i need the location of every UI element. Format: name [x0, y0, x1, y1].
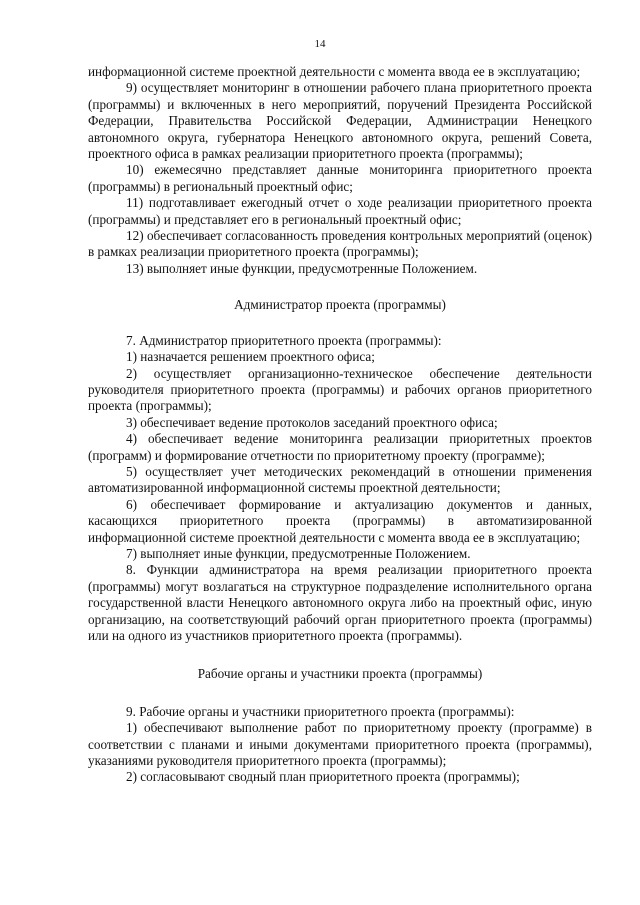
admin-item-6: 6) обеспечивает формирование и актуализацию документов и данных, касающихся приоритетного проекта (программы) в автоматизированной информационной системе проектной деятельности с момента ввода ее в эксплуатацию; — [88, 496, 592, 545]
admin-item-1: 1) назначается решением проектного офиса; — [126, 349, 375, 365]
working-item-2: 2) согласовывают сводный план приоритетного проекта (программы); — [126, 769, 520, 785]
clause-7-administrator: 7. Администратор приоритетного проекта (программы): — [126, 332, 442, 348]
admin-item-7: 7) выполняет иные функции, предусмотренные Положением. — [126, 545, 471, 561]
section-heading-working-bodies: Рабочие органы и участники проекта (программы) — [197, 666, 483, 682]
item-13-other-functions: 13) выполняет иные функции, предусмотренные Положением. — [126, 260, 478, 276]
item-11-annual-report: 11) подготавливает ежегодный отчет о ходе реализации приоритетного проекта (программы) и представляет его в региональный проектный офис; — [88, 195, 592, 227]
working-item-1: 1) обеспечивают выполнение работ по приоритетному проекту (программе) в соответствии с планами и иными документами приоритетного проекта (программы), указаниями руководителя приоритетного проекта (программы); — [88, 720, 592, 769]
item-9-monitoring: 9) осуществляет мониторинг в отношении рабочего плана приоритетного проекта (программы) и включенных в него мероприятий, поручений Президента Российской Федерации, Правительства Российской Федерации, Администрации Ненецкого автономного округа, губернатора Ненецкого автономного округа, решений Совета, проектного офиса в рамках реализации приоритетного проекта (программы); — [88, 80, 592, 162]
document-body — [88, 64, 592, 786]
continuation-paragraph: информационной системе проектной деятельности с момента ввода ее в эксплуатацию; — [88, 64, 581, 79]
clause-9-working-bodies: 9. Рабочие органы и участники приоритетного проекта (программы): — [126, 703, 515, 719]
section-heading-administrator: Администратор проекта (программы) — [234, 297, 446, 313]
item-12-control-measures: 12) обеспечивает согласованность проведения контрольных мероприятий (оценок) в рамках реализации приоритетного проекта (программы); — [88, 228, 592, 260]
admin-item-2: 2) осуществляет организационно-техническое обеспечение деятельности руководителя приоритетного проекта (программы) и рабочих органов приоритетного проекта (программы); — [88, 365, 592, 414]
item-10-monthly-data: 10) ежемесячно представляет данные мониторинга приоритетного проекта (программы) в региональный проектный офис; — [88, 162, 592, 194]
admin-item-3: 3) обеспечивает ведение протоколов заседаний проектного офиса; — [126, 414, 498, 430]
admin-item-4: 4) обеспечивает ведение мониторинга реализации приоритетных проектов (программ) и формирование отчетности по приоритетному проекту (программе); — [88, 431, 592, 463]
admin-item-5: 5) осуществляет учет методических рекомендаций в отношении применения автоматизированной информационной системы проектной деятельности; — [88, 463, 592, 496]
page-number: 14 — [314, 38, 326, 50]
clause-8-admin-functions: 8. Функции администратора на время реализации приоритетного проекта (программы) могут возлагаться на структурное подразделение исполнительного органа государственной власти Ненецкого автономного округа либо на проектный офис, иную организацию, на соответствующий рабочий орган приоритетного проекта (программы) или на одного из участников приоритетного проекта (программы). — [88, 562, 592, 643]
